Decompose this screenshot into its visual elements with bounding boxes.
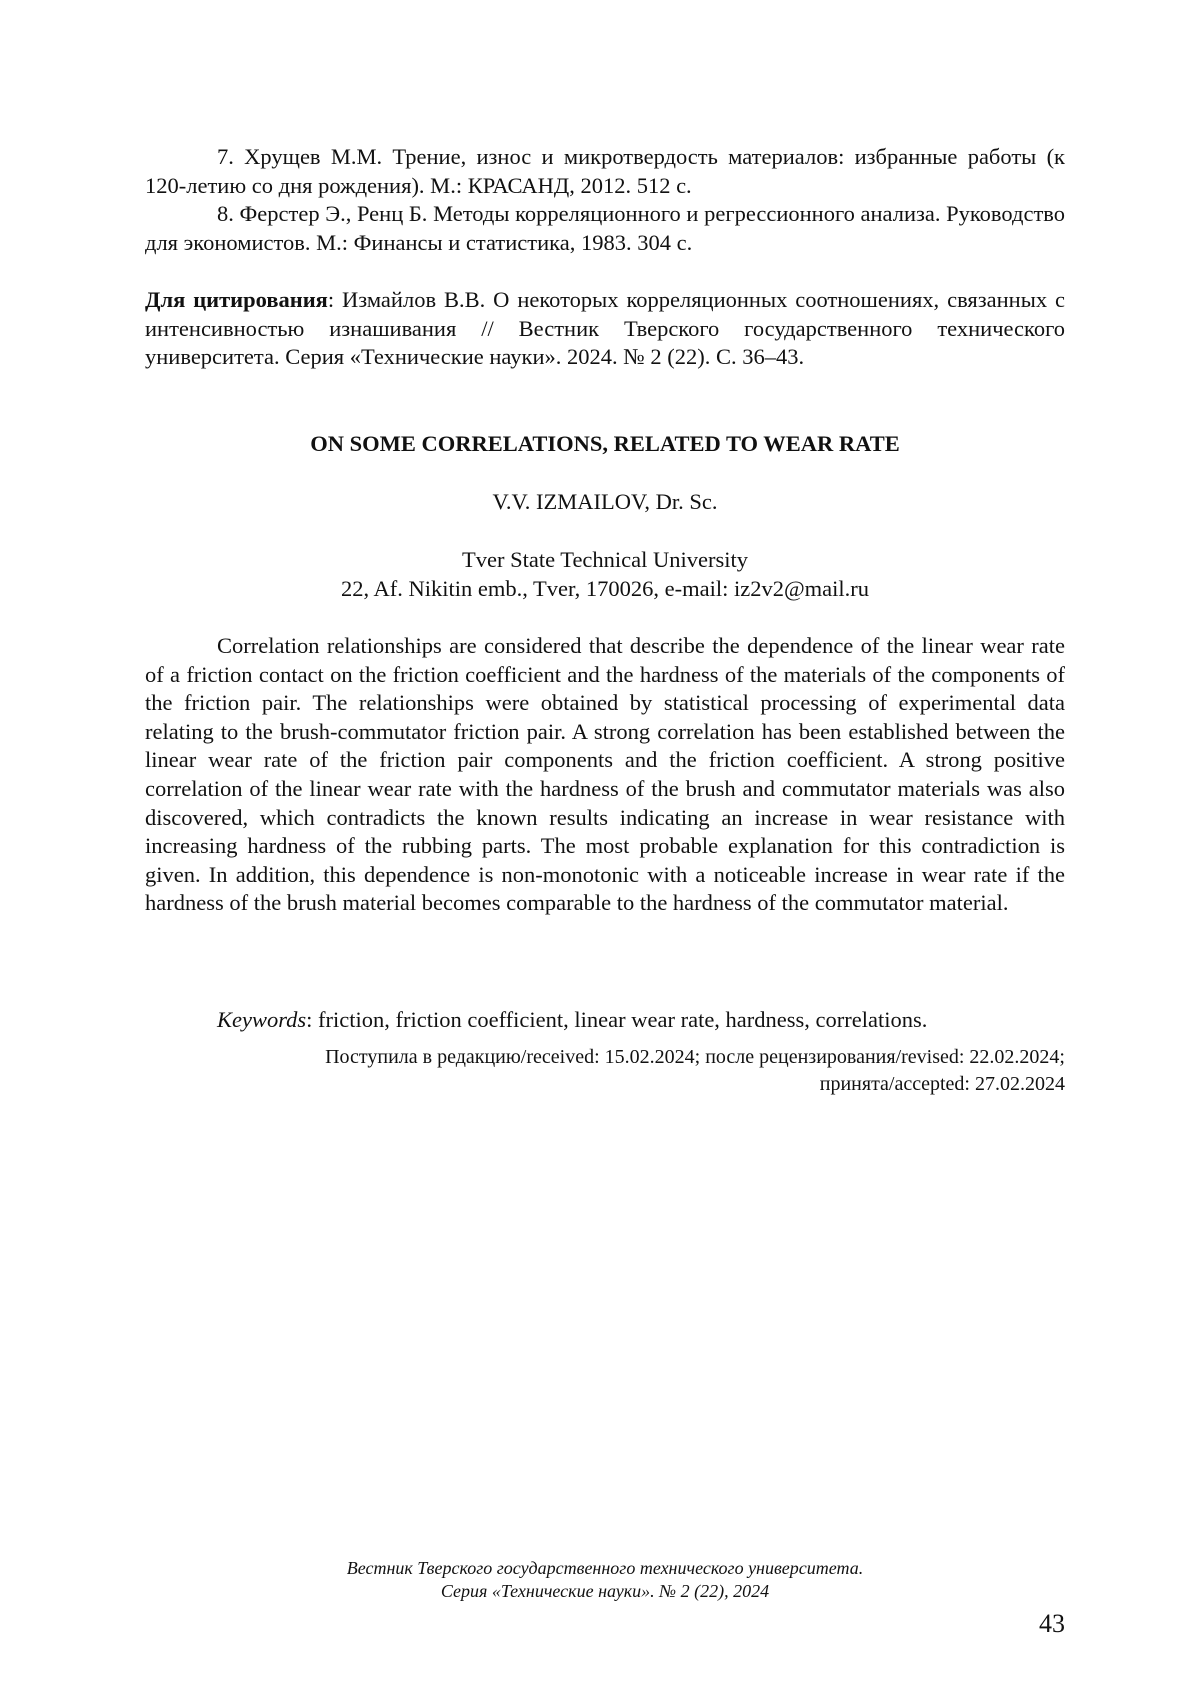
dates-line-1: Поступила в редакцию/received: 15.02.2024; после рецензирования/revised: 22.02.2024; bbox=[325, 1046, 1065, 1068]
footer-line-1: Вестник Тверского государственного технического университета. bbox=[346, 1558, 864, 1578]
affiliation-name: Tver State Technical University bbox=[461, 547, 749, 572]
citation-text: : Измайлов В.В. О некоторых корреляционных соотношениях, связанных с интенсивностью изнашивания // Вестник Тверского государственного технического университета. Серия «Технические науки». 2024. № 2 (22). С. 36–43. bbox=[145, 287, 1065, 370]
journal-page bbox=[145, 0, 1065, 1697]
keywords-text: : friction, friction coefficient, linear wear rate, hardness, correlations. bbox=[306, 1007, 928, 1032]
reference-item-8: 8. Ферстер Э., Ренц Б. Методы корреляционного и регрессионного анализа. Руководство для экономистов. М.: Финансы и статистика, 1983. 304 с. bbox=[145, 201, 1065, 255]
affiliation-address: 22, Af. Nikitin emb., Tver, 170026, e-mail: iz2v2@mail.ru bbox=[340, 575, 870, 601]
keywords-label: Keywords bbox=[217, 1007, 307, 1032]
citation-block bbox=[145, 286, 1065, 372]
footer-line-2: Серия «Технические науки». № 2 (22), 2024 bbox=[440, 1581, 770, 1601]
abstract-text: Correlation relationships are considered that describe the dependence of the linear wear rate of a friction contact on the friction coefficient and the hardness of the materials of the components of the friction pair. The relationships were obtained by statistical processing of experimental data relating to the brush-commutator friction pair. A strong correlation has been established between the linear wear rate of the friction pair components and the friction coefficient. A strong positive correlation of the linear wear rate with the hardness of the brush and commutator materials was also discovered, which contradicts the known results indicating an increase in wear resistance with increasing hardness of the rubbing parts. The most probable explanation for this contradiction is given. In addition, this dependence is non-monotonic with a noticeable increase in wear rate if the hardness of the brush material becomes comparable to the hardness of the commutator material. bbox=[145, 633, 1065, 916]
citation-label: Для цитирования bbox=[145, 287, 328, 312]
article-author: V.V. IZMAILOV, Dr. Sc. bbox=[492, 489, 718, 514]
article-title: ON SOME CORRELATIONS, RELATED TO WEAR RATE bbox=[310, 431, 900, 456]
keywords-line bbox=[145, 1006, 1065, 1035]
submission-dates bbox=[145, 1044, 1065, 1098]
reference-item-7: 7. Хрущев М.М. Трение, износ и микротвердость материалов: избранные работы (к 120-летию со дня рождения). М.: КРАСАНД, 2012. 512 с. bbox=[145, 144, 1065, 198]
reference-list bbox=[145, 143, 1065, 257]
dates-line-2: принята/accepted: 27.02.2024 bbox=[819, 1073, 1065, 1095]
journal-footer bbox=[145, 1557, 1065, 1603]
author-affiliation bbox=[145, 546, 1065, 603]
page-number: 43 bbox=[1039, 1609, 1065, 1638]
